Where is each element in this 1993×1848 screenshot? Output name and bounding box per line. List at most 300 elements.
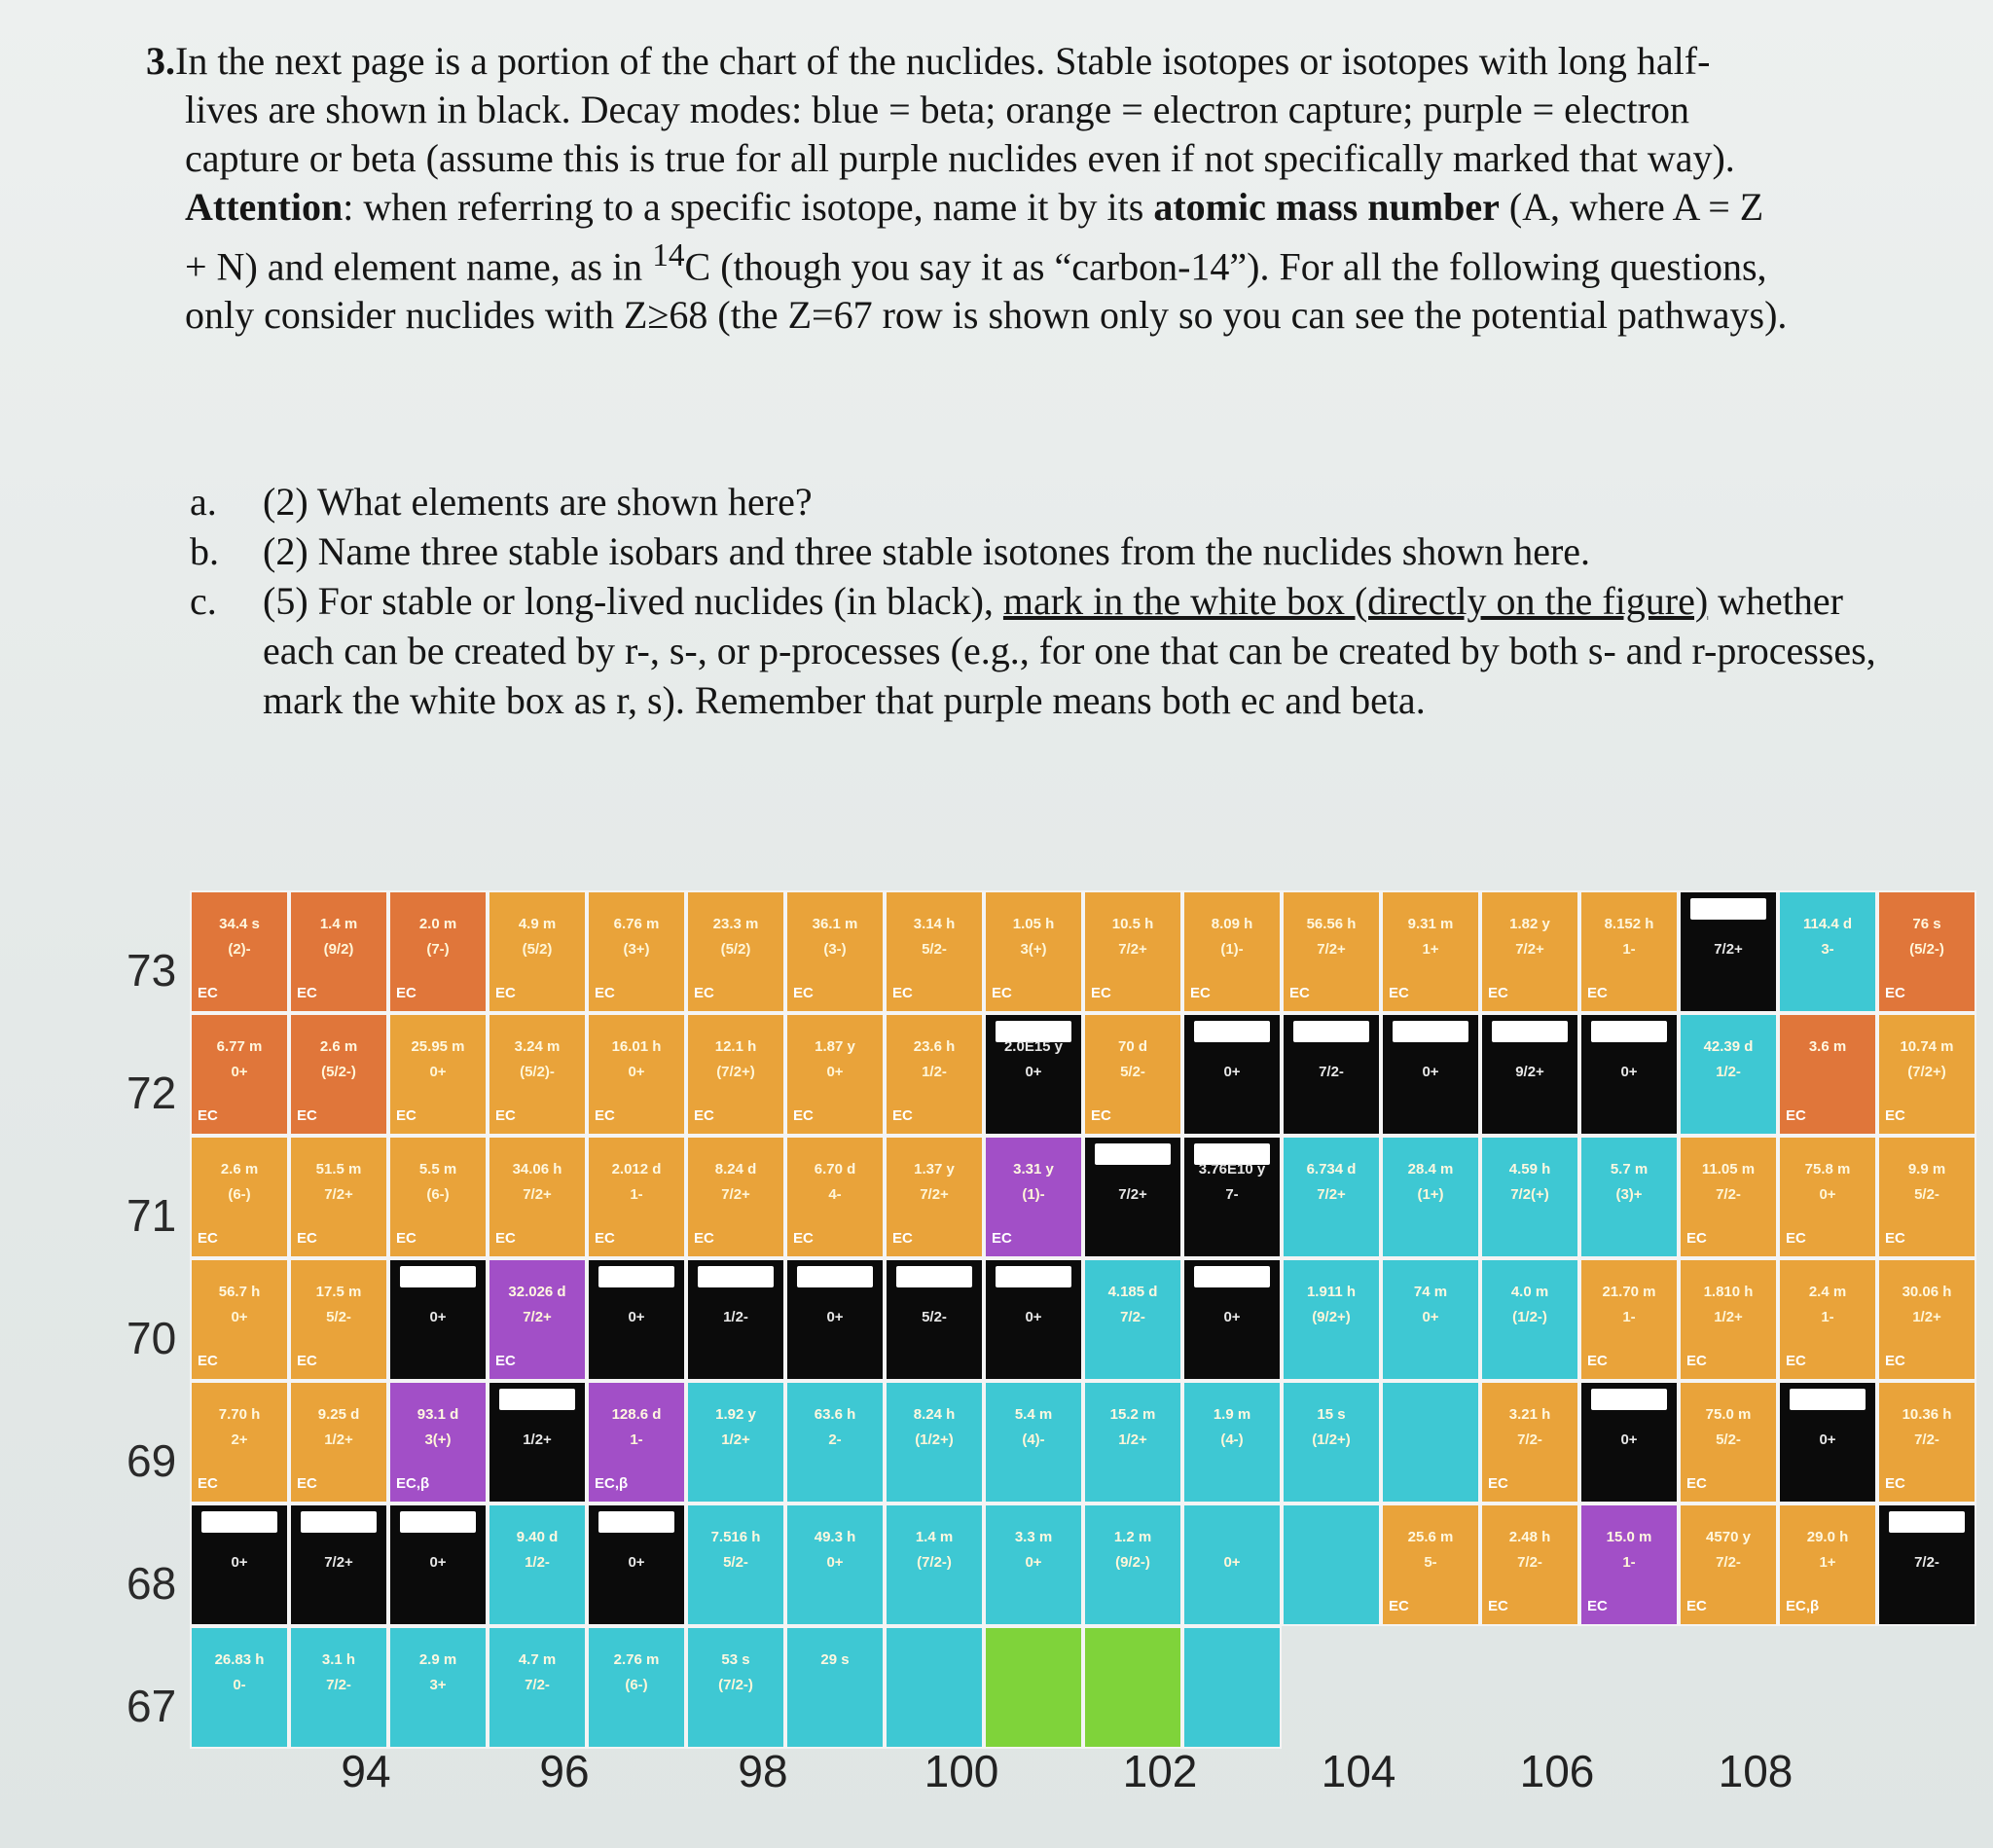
half-life-text: 4.185 d [1107, 1284, 1158, 1300]
nuclide-cell [190, 1013, 289, 1136]
nuclide-cell [1778, 1136, 1877, 1258]
half-life-text: 11.05 m [1701, 1161, 1756, 1178]
nuclide-cell [1282, 1013, 1381, 1136]
nuclide-cell [1083, 1258, 1182, 1381]
decay-mode-text: EC [1786, 1230, 1806, 1247]
half-life-text: 2.76 m [613, 1651, 660, 1668]
half-life-text: 5.7 m [1610, 1161, 1649, 1178]
spin-parity-text: 0+ [826, 1554, 844, 1571]
spin-parity-text: 7/2+ [920, 1186, 949, 1203]
nuclide-cell [1381, 1013, 1480, 1136]
spin-parity-text: 5/2- [922, 941, 947, 958]
nuclide-cell [1381, 1136, 1480, 1258]
decay-mode-text: EC [297, 1475, 317, 1492]
question-line-5: + N) and element name, as in $^{14}$C (though you say it as “carbon-14”). For all the following questions, [185, 237, 1767, 289]
nuclide-cell [289, 1381, 388, 1504]
nuclide-cell [885, 1258, 984, 1381]
spin-parity-text: 7/2+ [1714, 941, 1743, 958]
half-life-text: 1.87 y [815, 1038, 855, 1055]
nuclide-cell [1877, 890, 1976, 1013]
answer-box[interactable] [1194, 1266, 1270, 1287]
spin-parity-text: (7/2-) [718, 1677, 753, 1693]
decay-mode-text: EC [892, 985, 913, 1001]
half-life-text: 10.5 h [1111, 916, 1154, 932]
spin-parity-text: 1- [630, 1431, 643, 1448]
half-life-text: 128.6 d [611, 1406, 662, 1423]
nuclide-grid [190, 890, 1976, 1749]
decay-mode-text: EC [1190, 985, 1211, 1001]
nuclide-cell [587, 1381, 686, 1504]
spin-parity-text: (1/2+) [915, 1431, 954, 1448]
half-life-text: 12.1 h [714, 1038, 757, 1055]
half-life-text: 6.77 m [216, 1038, 263, 1055]
answer-box[interactable] [1889, 1511, 1965, 1533]
spin-parity-text: 5/2- [1716, 1431, 1741, 1448]
spin-parity-text: 7/2+ [1118, 941, 1147, 958]
half-life-text: 9.9 m [1907, 1161, 1946, 1178]
answer-box[interactable] [996, 1266, 1071, 1287]
question-line-1: 3.In the next page is a portion of the chart of the nuclides. Stable isotopes or isotopes with long half- [146, 39, 1711, 83]
decay-mode-text: EC [694, 1230, 714, 1247]
half-life-text: 8.24 h [913, 1406, 956, 1423]
nuclide-cell [885, 890, 984, 1013]
half-life-text: 10.36 h [1902, 1406, 1952, 1423]
half-life-text: 10.74 m [1900, 1038, 1954, 1055]
answer-box[interactable] [499, 1389, 575, 1410]
spin-parity-text: 1/2- [525, 1554, 550, 1571]
spin-parity-text: (1)- [1022, 1186, 1045, 1203]
decay-mode-text: EC [892, 1230, 913, 1247]
half-life-text: 49.3 h [814, 1529, 856, 1545]
z-label-73: 73 [127, 945, 177, 996]
spin-parity-text: (1/2-) [1512, 1309, 1547, 1325]
decay-mode-text: EC [1091, 1107, 1111, 1124]
nuclide-cell [885, 1504, 984, 1626]
spin-parity-text: (9/2-) [1115, 1554, 1150, 1571]
half-life-text: 114.4 d [1802, 916, 1853, 932]
half-life-text: 9.40 d [516, 1529, 559, 1545]
half-life-text: 9.31 m [1407, 916, 1454, 932]
spin-parity-text: 0+ [1620, 1431, 1638, 1448]
spin-parity-text: (1+) [1417, 1186, 1444, 1203]
nuclide-cell [1778, 1258, 1877, 1381]
nuclide-cell [686, 1013, 785, 1136]
spin-parity-text: (3-) [823, 941, 847, 958]
spin-parity-text: 7/2+ [1317, 941, 1346, 958]
half-life-text: 23.3 m [712, 916, 759, 932]
answer-box[interactable] [301, 1511, 377, 1533]
decay-mode-text: EC [297, 1230, 317, 1247]
decay-mode-text: EC [198, 1230, 218, 1247]
nuclide-cell [488, 1258, 587, 1381]
nuclide-cell [587, 1504, 686, 1626]
decay-mode-text: EC [1686, 1230, 1707, 1247]
spin-parity-text: 0+ [1025, 1309, 1042, 1325]
half-life-text: 9.25 d [317, 1406, 360, 1423]
nuclide-cell [1778, 1504, 1877, 1626]
nuclide-cell [1679, 890, 1778, 1013]
decay-mode-text: EC [1091, 985, 1111, 1001]
spin-parity-text: 0+ [1025, 1554, 1042, 1571]
spin-parity-text: 1/2+ [1714, 1309, 1743, 1325]
decay-mode-text: EC [495, 985, 516, 1001]
nuclide-cell [686, 1504, 785, 1626]
z-label-70: 70 [127, 1313, 177, 1363]
nuclide-cell [388, 1626, 488, 1749]
half-life-text: 4.7 m [518, 1651, 557, 1668]
nuclide-cell [1778, 890, 1877, 1013]
answer-box[interactable] [400, 1511, 476, 1533]
half-life-text: 93.1 d [417, 1406, 459, 1423]
spin-parity-text: 2+ [231, 1431, 248, 1448]
half-life-text: 15.2 m [1109, 1406, 1156, 1423]
spin-parity-text: 7/2(+) [1510, 1186, 1549, 1203]
spin-parity-text: 3(+) [1020, 941, 1047, 958]
nuclide-cell [190, 890, 289, 1013]
spin-parity-text: 0+ [1422, 1309, 1439, 1325]
half-life-text: 36.1 m [812, 916, 858, 932]
spin-parity-text: 1+ [1422, 941, 1439, 958]
n-label-98: 98 [738, 1746, 788, 1796]
decay-mode-text: EC [1587, 1598, 1608, 1614]
spin-parity-text: 0+ [1620, 1064, 1638, 1080]
nuclide-cell [190, 1626, 289, 1749]
decay-mode-text: EC [793, 1230, 814, 1247]
decay-mode-text: EC [1488, 1475, 1508, 1492]
half-life-text: 1.2 m [1113, 1529, 1152, 1545]
spin-parity-text: 1/2+ [523, 1431, 552, 1448]
spin-parity-text: (5/2)- [520, 1064, 555, 1080]
decay-mode-text: EC [198, 1107, 218, 1124]
answer-box[interactable] [598, 1511, 674, 1533]
half-life-text: 75.8 m [1804, 1161, 1851, 1178]
spin-parity-text: 0+ [429, 1309, 447, 1325]
half-life-text: 2.012 d [611, 1161, 662, 1178]
spin-parity-text: 3+ [429, 1677, 447, 1693]
answer-box[interactable] [1194, 1021, 1270, 1042]
decay-mode-text: EC [1587, 985, 1608, 1001]
half-life-text: 1.92 y [715, 1406, 756, 1423]
nuclide-cell [1083, 1013, 1182, 1136]
nuclide-cell [388, 1504, 488, 1626]
half-life-text: 21.70 m [1602, 1284, 1656, 1300]
decay-mode-text: EC [1686, 1353, 1707, 1369]
half-life-text: 3.6 m [1808, 1038, 1847, 1055]
nuclide-cell [1282, 890, 1381, 1013]
n-label-108: 108 [1718, 1746, 1794, 1796]
answer-box[interactable] [1790, 1389, 1866, 1410]
spin-parity-text: (2)- [228, 941, 251, 958]
answer-box[interactable] [1393, 1021, 1468, 1042]
decay-mode-text: EC [198, 1475, 218, 1492]
spin-parity-text: 1/2+ [721, 1431, 750, 1448]
answer-box[interactable] [698, 1266, 774, 1287]
nuclide-cell [1679, 1504, 1778, 1626]
answer-box[interactable] [1492, 1021, 1568, 1042]
spin-parity-text: 7/2+ [1317, 1186, 1346, 1203]
half-life-text: 1.810 h [1703, 1284, 1754, 1300]
spin-parity-text: 0+ [628, 1064, 645, 1080]
decay-mode-text: EC [1686, 1598, 1707, 1614]
nuclide-cell [1877, 1258, 1976, 1381]
z-label-72: 72 [127, 1068, 177, 1118]
spin-parity-text: 0+ [628, 1554, 645, 1571]
answer-box[interactable] [797, 1266, 873, 1287]
spin-parity-text: 0- [233, 1677, 246, 1693]
decay-mode-text: EC [396, 1230, 417, 1247]
decay-mode-text: EC [1885, 1353, 1905, 1369]
nuclide-cell [1381, 1504, 1480, 1626]
n-label-102: 102 [1122, 1746, 1198, 1796]
spin-parity-text: 3- [1821, 941, 1834, 958]
nuclide-cell [1381, 1381, 1480, 1504]
decay-mode-text: EC [198, 1353, 218, 1369]
spin-parity-text: 0+ [1223, 1554, 1241, 1571]
nuclide-cell [1679, 1381, 1778, 1504]
answer-box[interactable] [1591, 1021, 1667, 1042]
subpart-c: c. (5) For stable or long-lived nuclides (in black), mark in the white box (directly on the figure) whether each can be created by r-, s-, or p-processes (e.g., for one that can be created by both s- and r-processes, mark the white box as r, s). Remember that purple means both ec and beta. [190, 579, 1876, 722]
spin-parity-text: 7/2+ [721, 1186, 750, 1203]
spin-parity-text: 7/2- [1914, 1431, 1939, 1448]
spin-parity-text: 0+ [1223, 1309, 1241, 1325]
nuclide-cell [1083, 1381, 1182, 1504]
decay-mode-text: EC [595, 985, 615, 1001]
decay-mode-text: EC [1885, 985, 1905, 1001]
nuclide-chart [117, 881, 1966, 1796]
half-life-text: 51.5 m [315, 1161, 362, 1178]
spin-parity-text: 1/2- [723, 1309, 748, 1325]
spin-parity-text: 7/2+ [324, 1554, 353, 1571]
nuclide-cell [1480, 1504, 1579, 1626]
spin-parity-text: (5/2) [720, 941, 751, 958]
spin-parity-text: (5/2-) [321, 1064, 356, 1080]
nuclide-cell [1778, 1013, 1877, 1136]
decay-mode-text: EC [595, 1230, 615, 1247]
answer-box[interactable] [896, 1266, 972, 1287]
nuclide-cell [885, 1381, 984, 1504]
half-life-text: 3.21 h [1508, 1406, 1551, 1423]
nuclide-cell [984, 890, 1083, 1013]
nuclide-cell [587, 1136, 686, 1258]
nuclide-cell [388, 1381, 488, 1504]
nuclide-cell [984, 1381, 1083, 1504]
half-life-text: 3.1 h [321, 1651, 356, 1668]
spin-parity-text: 1- [1622, 1309, 1636, 1325]
decay-mode-text: EC [1686, 1475, 1707, 1492]
half-life-text: 2.6 m [319, 1038, 358, 1055]
decay-mode-text: EC [1389, 1598, 1409, 1614]
nuclide-cell [785, 1258, 885, 1381]
nuclide-cell [1579, 1013, 1679, 1136]
answer-box[interactable] [1293, 1021, 1369, 1042]
spin-parity-text: 7/2+ [523, 1186, 552, 1203]
spin-parity-text: 5/2- [922, 1309, 947, 1325]
spin-parity-text: 1- [1821, 1309, 1834, 1325]
half-life-text: 42.39 d [1703, 1038, 1754, 1055]
spin-parity-text: 7/2- [1319, 1064, 1344, 1080]
nuclide-cell [1480, 1013, 1579, 1136]
spin-parity-text: 7/2- [525, 1677, 550, 1693]
nuclide-cell [1182, 1504, 1282, 1626]
spin-parity-text: 0+ [1223, 1064, 1241, 1080]
spin-parity-text: 5/2- [1914, 1186, 1939, 1203]
spin-parity-text: 0+ [429, 1554, 447, 1571]
half-life-text: 2.0 m [418, 916, 457, 932]
half-life-text: 70 d [1117, 1038, 1147, 1055]
half-life-text: 2.9 m [418, 1651, 457, 1668]
nuclide-cell [1182, 1626, 1282, 1749]
half-life-text: 1.911 h [1306, 1284, 1357, 1300]
nuclide-cell [1282, 1504, 1381, 1626]
nuclide-cell [488, 1136, 587, 1258]
decay-mode-text: EC [495, 1230, 516, 1247]
nuclide-cell [1579, 1381, 1679, 1504]
spin-parity-text: (6-) [625, 1677, 648, 1693]
half-life-text: 15 s [1317, 1406, 1346, 1423]
question-text [146, 37, 1898, 340]
nuclide-cell [1381, 1258, 1480, 1381]
decay-mode-text: EC [694, 985, 714, 1001]
nuclide-cell [1480, 1381, 1579, 1504]
nuclide-cell [388, 1258, 488, 1381]
decay-mode-text: EC [992, 1230, 1012, 1247]
answer-box[interactable] [201, 1511, 277, 1533]
half-life-text: 7.70 h [218, 1406, 261, 1423]
half-life-text: 1.37 y [914, 1161, 955, 1178]
question-number: 3. [146, 39, 175, 83]
half-life-text: 6.76 m [613, 916, 660, 932]
nuclide-cell [1579, 1504, 1679, 1626]
nuclide-cell [190, 1504, 289, 1626]
decay-mode-text: EC [495, 1353, 516, 1369]
spin-parity-text: 0+ [231, 1309, 248, 1325]
nuclide-cell [1182, 1136, 1282, 1258]
nuclide-cell [388, 1013, 488, 1136]
decay-mode-text: EC,β [396, 1475, 430, 1492]
n-label-100: 100 [924, 1746, 999, 1796]
subparts [190, 477, 1922, 725]
spin-parity-text: 1- [1622, 941, 1636, 958]
nuclide-cell [785, 1381, 885, 1504]
nuclide-cell [587, 890, 686, 1013]
nuclide-cell [488, 890, 587, 1013]
nuclide-cell [388, 890, 488, 1013]
nuclide-cell [289, 890, 388, 1013]
spin-parity-text: 4- [828, 1186, 842, 1203]
decay-mode-text: EC [1389, 985, 1409, 1001]
spin-parity-text: (9/2) [323, 941, 354, 958]
spin-parity-text: 0+ [231, 1554, 248, 1571]
nuclide-cell [488, 1626, 587, 1749]
nuclide-cell [1182, 1381, 1282, 1504]
spin-parity-text: 0+ [1025, 1064, 1042, 1080]
half-life-text: 29.0 h [1806, 1529, 1849, 1545]
spin-parity-text: 7- [1225, 1186, 1239, 1203]
half-life-text: 5.4 m [1014, 1406, 1053, 1423]
spin-parity-text: 5/2- [723, 1554, 748, 1571]
spin-parity-text: 0+ [826, 1064, 844, 1080]
subpart-a: a. (2) What elements are shown here? [190, 480, 813, 524]
half-life-text: 3.76E10 y [1198, 1161, 1266, 1178]
answer-box[interactable] [1690, 898, 1766, 920]
answer-box[interactable] [400, 1266, 476, 1287]
spin-parity-text: 5/2- [1120, 1064, 1145, 1080]
decay-mode-text: EC [297, 985, 317, 1001]
spin-parity-text: 0+ [429, 1064, 447, 1080]
nuclide-cell [1480, 1258, 1579, 1381]
half-life-text: 1.4 m [319, 916, 358, 932]
nuclide-cell [1877, 1504, 1976, 1626]
half-life-text: 56.7 h [218, 1284, 261, 1300]
spin-parity-text: (7-) [426, 941, 450, 958]
half-life-text: 2.4 m [1808, 1284, 1847, 1300]
spin-parity-text: 5- [1424, 1554, 1437, 1571]
half-life-text: 7.516 h [710, 1529, 761, 1545]
spin-parity-text: (4)- [1022, 1431, 1045, 1448]
answer-box[interactable] [1095, 1143, 1171, 1165]
nuclide-cell [984, 1504, 1083, 1626]
half-life-text: 2.6 m [220, 1161, 259, 1178]
decay-mode-text: EC [1885, 1107, 1905, 1124]
nuclide-cell [686, 1626, 785, 1749]
spin-parity-text: 9/2+ [1515, 1064, 1544, 1080]
nuclide-cell [1480, 1136, 1579, 1258]
nuclide-cell [1083, 890, 1182, 1013]
z-label-68: 68 [127, 1558, 177, 1609]
nuclide-cell [190, 1136, 289, 1258]
decay-mode-text: EC [992, 985, 1012, 1001]
nuclide-cell [984, 1626, 1083, 1749]
nuclide-cell [587, 1626, 686, 1749]
nuclide-cell [1381, 890, 1480, 1013]
spin-parity-text: (6-) [426, 1186, 450, 1203]
nuclide-cell [1579, 890, 1679, 1013]
nuclide-cell [785, 1013, 885, 1136]
spin-parity-text: 7/2- [1517, 1431, 1542, 1448]
spin-parity-text: 7/2+ [1118, 1186, 1147, 1203]
question-line-2: lives are shown in black. Decay modes: blue = beta; orange = electron capture; purple = electron [185, 88, 1689, 131]
answer-box[interactable] [598, 1266, 674, 1287]
spin-parity-text: 7/2- [326, 1677, 351, 1693]
spin-parity-text: (3+) [623, 941, 650, 958]
half-life-text: 6.70 d [814, 1161, 856, 1178]
nuclide-cell [1679, 1136, 1778, 1258]
nuclide-cell [488, 1381, 587, 1504]
decay-mode-text: EC [1885, 1230, 1905, 1247]
nuclide-cell [587, 1258, 686, 1381]
half-life-text: 4570 y [1706, 1529, 1751, 1545]
half-life-text: 6.734 d [1306, 1161, 1357, 1178]
nuclide-cell [785, 1136, 885, 1258]
spin-parity-text: 2- [828, 1431, 842, 1448]
spin-parity-text: 0+ [826, 1309, 844, 1325]
spin-parity-text: (5/2) [522, 941, 553, 958]
spin-parity-text: 1/2+ [324, 1431, 353, 1448]
spin-parity-text: 1- [1622, 1554, 1636, 1571]
nuclide-cell [388, 1136, 488, 1258]
spin-parity-text: 7/2+ [1515, 941, 1544, 958]
nuclide-cell [686, 890, 785, 1013]
half-life-text: 17.5 m [315, 1284, 362, 1300]
nuclide-cell [1282, 1258, 1381, 1381]
half-life-text: 4.0 m [1510, 1284, 1549, 1300]
answer-box[interactable] [1591, 1389, 1667, 1410]
half-life-text: 75.0 m [1705, 1406, 1752, 1423]
decay-mode-text: EC,β [1786, 1598, 1820, 1614]
decay-mode-text: EC [198, 985, 218, 1001]
nuclide-cell [1282, 1381, 1381, 1504]
decay-mode-text: EC [396, 985, 417, 1001]
